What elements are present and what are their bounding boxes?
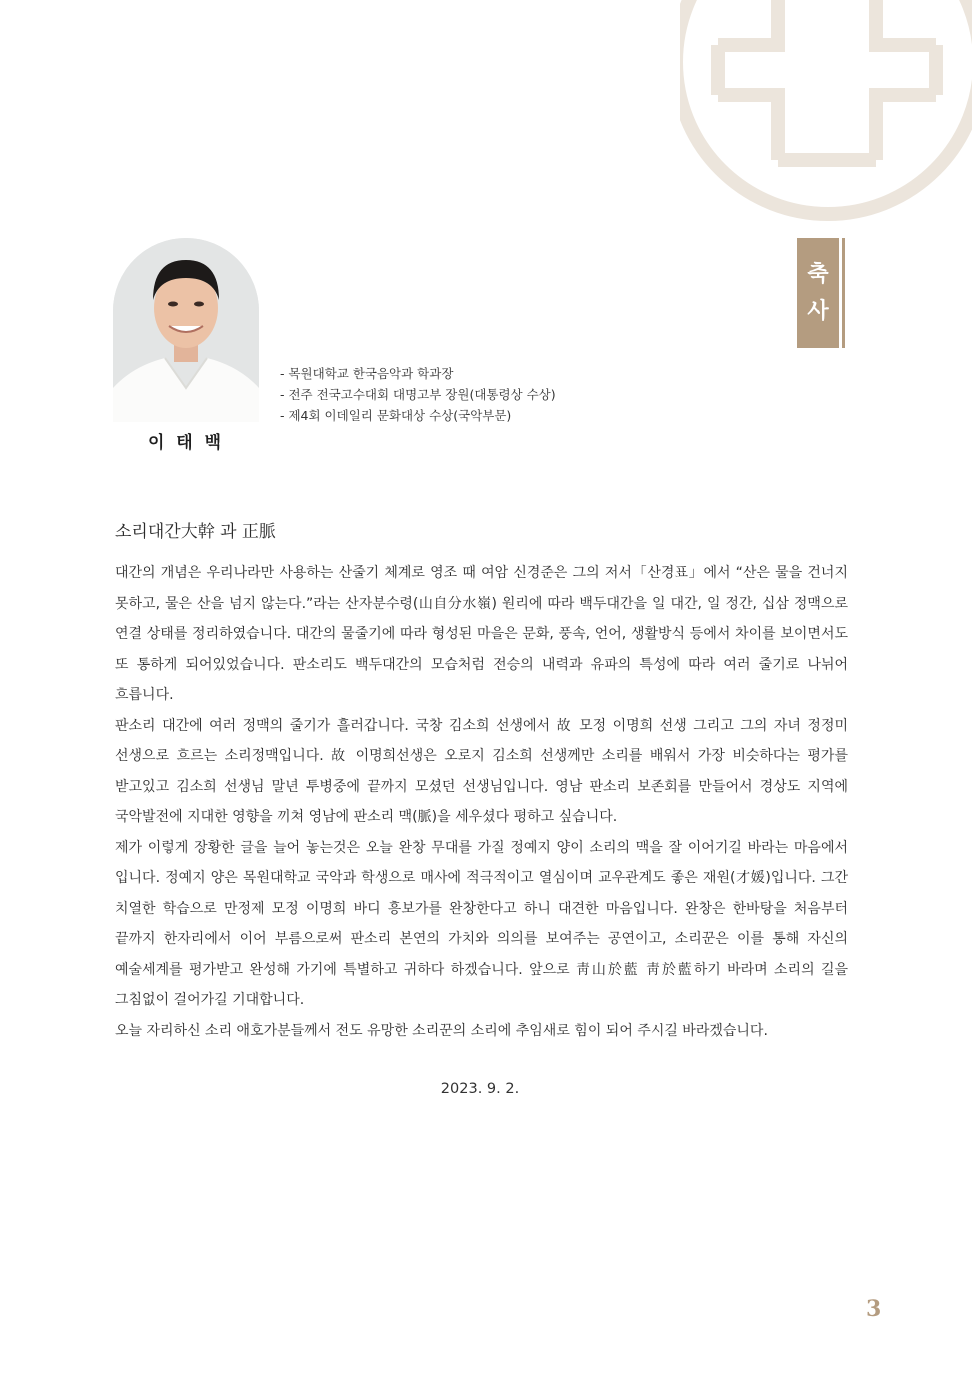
tab-accent-line [842, 238, 845, 348]
ornament-emblem [680, 0, 972, 230]
paragraph: 오늘 자리하신 소리 애호가분들께서 전도 유망한 소리꾼의 소리에 추임새로 힘이 되어 주시길 바라겠습니다. [115, 1022, 768, 1039]
bio-item: - 제4회 이데일리 문화대상 수상(국악부문) [280, 408, 512, 423]
bio-item: - 전주 전국고수대회 대명고부 장원(대통령상 수상) [280, 387, 556, 402]
author-name: 이 태 백 [147, 433, 225, 453]
paragraph: 제가 이렇게 장황한 글을 늘어 놓는것은 오늘 완창 무대를 가질 정예지 양이 소리의 맥을 잘 이어기길 바라는 마음에서 입니다. 정예지 양은 목원대학교 국악과 학생으로 매사에 적극적이고 열심이며 교우관계도 좋은 재원(才媛)입니다. 그간 치열한 학습으로 만정제 모정 이명희 바디 흥보가를 완창한다고 하니 대견한 마음입니다. 완창은 한바탕을 처음부터 끝까지 한자리에서 이어 부름으로써 판소리 본연의 가치와 의의를 보여주는 공연이고, 소리꾼은 이를 통해 자신의 예술세계를 평가받고 완성해 가기에 특별하고 귀하다 하겠습니다. 앞으로 靑山於藍 靑於藍하기 바라며 소리의 길을 그침없이 걸어가길 기대합니다. [115, 839, 848, 1008]
tab-char-2: 사 [807, 298, 829, 324]
article-body [115, 558, 848, 1046]
portrait-photo [113, 238, 259, 422]
page-number: 3 [866, 1296, 882, 1322]
bio-item: - 목원대학교 한국음악과 학과장 [280, 366, 454, 381]
tab-char-1: 축 [807, 260, 829, 287]
section-tab [797, 238, 839, 348]
article-date: 2023. 9. 2. [440, 1081, 520, 1097]
paragraph: 대간의 개념은 우리나라만 사용하는 산줄기 체계로 영조 때 여암 신경준은 그의 저서「산경표」에서 “산은 물을 건너지 못하고, 물은 산을 넘지 않는다.”라는 산자분수령(山自分水嶺) 원리에 따라 백두대간을 일 대간, 일 정간, 십삼 정맥으로 연결 상태를 정리하였습니다. 대간의 물줄기에 따라 형성된 마을은 문화, 풍속, 언어, 생활방식 등에서 차이를 보이면서도 또 통하게 되어있었습니다. 판소리도 백두대간의 모습처럼 전승의 내력과 유파의 특성에 따라 여러 줄기로 나뉘어 흐릅니다. [115, 565, 848, 703]
paragraph: 판소리 대간에 여러 정맥의 줄기가 흘러갑니다. 국창 김소희 선생에서 故 모정 이명희 선생 그리고 그의 자녀 정정미 선생으로 흐르는 소리정맥입니다. 故 이명희선생은 오로지 김소희 선생께만 소리를 배워서 가장 비슷하다는 평가를 받고있고 김소희 선생님 말년 투병중에 끝까지 모셨던 선생님입니다. 영남 판소리 보존회를 만들어서 경상도 지역에 국악발전에 지대한 영향을 끼쳐 영남에 판소리 맥(脈)을 세우셨다 평하고 싶습니다. [115, 717, 848, 825]
article-heading: 소리대간大幹 과 正脈 [115, 522, 276, 542]
author-bio [280, 363, 556, 426]
